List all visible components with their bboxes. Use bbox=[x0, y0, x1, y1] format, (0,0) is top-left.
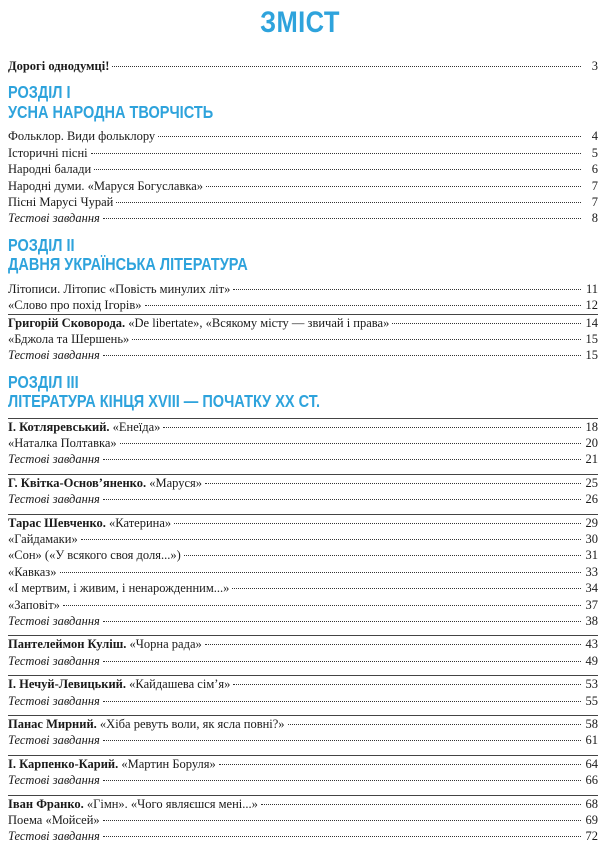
toc-entry[interactable] bbox=[8, 161, 598, 177]
toc-page-number: 43 bbox=[585, 637, 598, 652]
dot-leader bbox=[233, 289, 581, 290]
toc-entry-title: «Заповіт» bbox=[8, 597, 60, 612]
dot-leader bbox=[103, 621, 581, 622]
dot-leader bbox=[392, 323, 581, 324]
dot-leader bbox=[174, 523, 581, 524]
section-title: УСНА НАРОДНА ТВОРЧІСТЬ bbox=[8, 101, 214, 122]
dot-leader bbox=[103, 740, 581, 741]
toc-entry[interactable] bbox=[8, 281, 598, 297]
toc-entry[interactable] bbox=[8, 597, 598, 613]
dot-leader bbox=[184, 555, 581, 556]
toc-entry-title: Пісні Марусі Чурай bbox=[8, 194, 114, 209]
dot-leader bbox=[103, 820, 581, 821]
toc-page-number: 6 bbox=[591, 162, 598, 177]
toc-entry[interactable] bbox=[8, 145, 598, 161]
toc-entry[interactable] bbox=[8, 128, 598, 144]
toc-entry[interactable] bbox=[8, 314, 598, 331]
toc-entry-author: Панас Мирний. bbox=[8, 716, 97, 731]
sections-container bbox=[8, 83, 598, 844]
toc-page-number: 14 bbox=[585, 315, 598, 330]
toc-page-number: 29 bbox=[585, 515, 598, 530]
dot-leader bbox=[288, 724, 581, 725]
toc-entry-author: І. Нечуй-Левицький. bbox=[8, 677, 127, 692]
toc-page-number: 12 bbox=[585, 298, 598, 313]
dot-leader bbox=[219, 764, 581, 765]
dot-leader bbox=[145, 305, 581, 306]
toc-page-number: 30 bbox=[585, 532, 598, 547]
toc-entry[interactable] bbox=[8, 675, 598, 692]
toc-entry-title: Тарас Шевченко. «Катерина» bbox=[8, 515, 172, 530]
toc-page-number: 68 bbox=[585, 796, 598, 811]
toc-entry-title: Іван Франко. «Гімн». «Чого являєшся мені...» bbox=[8, 796, 258, 811]
section-3-header bbox=[8, 373, 598, 412]
toc-test-entry[interactable] bbox=[8, 491, 598, 507]
toc-page-number: 21 bbox=[585, 452, 598, 467]
dot-leader bbox=[81, 539, 581, 540]
toc-entry-title: «Наталка Полтавка» bbox=[8, 436, 117, 451]
toc-entry-title: «Бджола та Шершень» bbox=[8, 331, 130, 346]
toc-entry-title: Тестові завдання bbox=[8, 492, 100, 507]
toc-page-number: 66 bbox=[585, 773, 598, 788]
dot-leader bbox=[63, 605, 581, 606]
toc-entry-title: Тестові завдання bbox=[8, 693, 100, 708]
toc-entry-title: Тестові завдання bbox=[8, 829, 100, 844]
toc-entry-title: «Слово про похід Ігорів» bbox=[8, 298, 142, 313]
dot-leader bbox=[103, 780, 581, 781]
section-label: РОЗДІЛ III bbox=[8, 371, 79, 392]
toc-entry-author: І. Карпенко-Карий. bbox=[8, 756, 119, 771]
toc-entry-title: Фольклор. Види фольклору bbox=[8, 129, 156, 144]
toc-page-number: 8 bbox=[591, 211, 598, 226]
toc-entry-author: Григорій Сковорода. bbox=[8, 315, 126, 330]
toc-test-entry[interactable] bbox=[8, 693, 598, 709]
toc-entry-title: «Сон» («У всякого своя доля...») bbox=[8, 548, 181, 563]
toc-page-number: 25 bbox=[585, 475, 598, 490]
toc-page-number: 34 bbox=[585, 581, 598, 596]
toc-entry-title: Тестові завдання bbox=[8, 733, 100, 748]
toc-entry[interactable] bbox=[8, 418, 598, 435]
toc-test-entry[interactable] bbox=[8, 347, 598, 363]
toc-entry-author: Тарас Шевченко. bbox=[8, 515, 106, 530]
toc-entry-title: Тестові завдання bbox=[8, 653, 100, 668]
toc-entry-title: Літописи. Літопис «Повість минулих літ» bbox=[8, 281, 231, 296]
dot-leader bbox=[132, 339, 581, 340]
toc-test-entry[interactable] bbox=[8, 451, 598, 467]
dot-leader bbox=[91, 153, 581, 154]
toc-entry-title: «І мертвим, і живим, і ненарожденним...» bbox=[8, 581, 230, 596]
toc-entry-title: «Гайдамаки» bbox=[8, 532, 78, 547]
section-1-header bbox=[8, 83, 598, 122]
toc-page-number: 7 bbox=[591, 194, 598, 209]
toc-page-number: 5 bbox=[591, 145, 598, 160]
toc-entry[interactable] bbox=[8, 514, 598, 531]
toc-entry-title: Панас Мирний. «Хіба ревуть воли, як ясла повні?» bbox=[8, 716, 285, 731]
dot-leader bbox=[103, 701, 581, 702]
toc-page-number: 53 bbox=[585, 677, 598, 692]
toc-test-entry[interactable] bbox=[8, 828, 598, 844]
toc-page-number: 37 bbox=[585, 597, 598, 612]
toc-entry-title: Історичні пісні bbox=[8, 145, 88, 160]
dot-leader bbox=[205, 644, 581, 645]
dot-leader bbox=[103, 459, 581, 460]
section-title: ДАВНЯ УКРАЇНСЬКА ЛІТЕРАТУРА bbox=[8, 254, 248, 275]
toc-entry[interactable] bbox=[8, 755, 598, 772]
dot-leader bbox=[233, 684, 581, 685]
toc-entry-author: Іван Франко. bbox=[8, 796, 84, 811]
toc-entry-title: Тестові завдання bbox=[8, 773, 100, 788]
dot-leader bbox=[158, 136, 581, 137]
toc-page-number: 69 bbox=[585, 812, 598, 827]
toc-entry[interactable] bbox=[8, 194, 598, 210]
toc-page-number: 61 bbox=[585, 733, 598, 748]
toc-entry-title: І. Котляревський. «Енеїда» bbox=[8, 419, 161, 434]
section-label: РОЗДІЛ II bbox=[8, 234, 75, 255]
toc-entry[interactable] bbox=[8, 435, 598, 451]
toc-entry[interactable] bbox=[8, 531, 598, 547]
dot-leader bbox=[206, 186, 581, 187]
toc-page-number: 26 bbox=[585, 492, 598, 507]
toc-entry[interactable] bbox=[8, 580, 598, 596]
dot-leader bbox=[103, 661, 581, 662]
toc-entry[interactable] bbox=[8, 635, 598, 652]
dot-leader bbox=[163, 427, 581, 428]
dot-leader bbox=[232, 588, 581, 589]
toc-entry-title: Народні балади bbox=[8, 162, 92, 177]
page-title: ЗМІСТ bbox=[260, 6, 340, 39]
toc-entry-title: Тестові завдання bbox=[8, 348, 100, 363]
toc-page-number: 64 bbox=[585, 756, 598, 771]
dot-leader bbox=[94, 169, 581, 170]
toc-page-number: 3 bbox=[591, 59, 598, 73]
toc-test-entry[interactable] bbox=[8, 210, 598, 226]
toc-entry-title: І. Карпенко-Карий. «Мартин Боруля» bbox=[8, 756, 216, 771]
dot-leader bbox=[103, 355, 581, 356]
toc-entry[interactable] bbox=[8, 812, 598, 828]
toc-entry-title: Тестові завдання bbox=[8, 613, 100, 628]
toc-test-entry[interactable] bbox=[8, 772, 598, 788]
toc-entry-title: Поема «Мойсей» bbox=[8, 812, 100, 827]
toc-entry[interactable] bbox=[8, 547, 598, 563]
toc-entry[interactable] bbox=[8, 178, 598, 194]
toc-entry[interactable] bbox=[8, 564, 598, 580]
toc-entry[interactable] bbox=[8, 474, 598, 491]
toc-page-number: 15 bbox=[585, 331, 598, 346]
toc-entry[interactable] bbox=[8, 297, 598, 313]
toc-entry-author: І. Котляревський. bbox=[8, 419, 110, 434]
toc-entry[interactable] bbox=[8, 715, 598, 732]
toc-test-entry[interactable] bbox=[8, 732, 598, 748]
dot-leader bbox=[205, 483, 581, 484]
toc-entry-title: І. Нечуй-Левицький. «Кайдашева сім’я» bbox=[8, 677, 231, 692]
toc-page-number: 7 bbox=[591, 178, 598, 193]
toc-test-entry[interactable] bbox=[8, 613, 598, 629]
toc-page-number: 15 bbox=[585, 348, 598, 363]
dot-leader bbox=[103, 499, 581, 500]
toc-test-entry[interactable] bbox=[8, 653, 598, 669]
toc-entry[interactable] bbox=[8, 331, 598, 347]
toc-entry-title: Пантелеймон Куліш. «Чорна рада» bbox=[8, 637, 202, 652]
dot-leader bbox=[120, 443, 581, 444]
toc-entry-author: Пантелеймон Куліш. bbox=[8, 637, 127, 652]
toc-page-number: 31 bbox=[585, 548, 598, 563]
toc-entry-title: Григорій Сковорода. «De libertate», «Всякому місту — звичай і права» bbox=[8, 315, 390, 330]
toc-page-number: 49 bbox=[585, 653, 598, 668]
toc-page-number: 58 bbox=[585, 716, 598, 731]
toc-page-number: 4 bbox=[591, 129, 598, 144]
dot-leader bbox=[112, 66, 581, 67]
dot-leader bbox=[103, 218, 581, 219]
toc-page-number: 72 bbox=[585, 829, 598, 844]
toc-page-number: 33 bbox=[585, 564, 598, 579]
toc-entry-author: Г. Квітка-Основ’яненко. bbox=[8, 475, 147, 490]
toc-page-number: 55 bbox=[585, 693, 598, 708]
toc-entry-title: Тестові завдання bbox=[8, 211, 100, 226]
toc-entry[interactable] bbox=[8, 795, 598, 812]
dot-leader bbox=[60, 572, 582, 573]
toc-intro-label: Дорогі однодумці! bbox=[8, 59, 110, 73]
toc-entry-title: Тестові завдання bbox=[8, 452, 100, 467]
section-title: ЛІТЕРАТУРА КІНЦЯ XVIII — ПОЧАТКУ XX СТ. bbox=[8, 391, 321, 412]
table-of-contents bbox=[8, 50, 598, 845]
dot-leader bbox=[261, 804, 581, 805]
toc-page-number: 11 bbox=[585, 281, 598, 296]
section-2-header bbox=[8, 236, 598, 275]
toc-page-number: 38 bbox=[585, 613, 598, 628]
dot-leader bbox=[103, 836, 581, 837]
toc-page-number: 18 bbox=[585, 419, 598, 434]
toc-entry-title: Г. Квітка-Основ’яненко. «Маруся» bbox=[8, 475, 203, 490]
toc-intro[interactable] bbox=[8, 58, 598, 74]
dot-leader bbox=[116, 202, 581, 203]
toc-entry-title: «Кавказ» bbox=[8, 564, 57, 579]
section-label: РОЗДІЛ I bbox=[8, 82, 71, 103]
toc-entry-title: Народні думи. «Маруся Богуславка» bbox=[8, 178, 204, 193]
toc-page-number: 20 bbox=[585, 436, 598, 451]
